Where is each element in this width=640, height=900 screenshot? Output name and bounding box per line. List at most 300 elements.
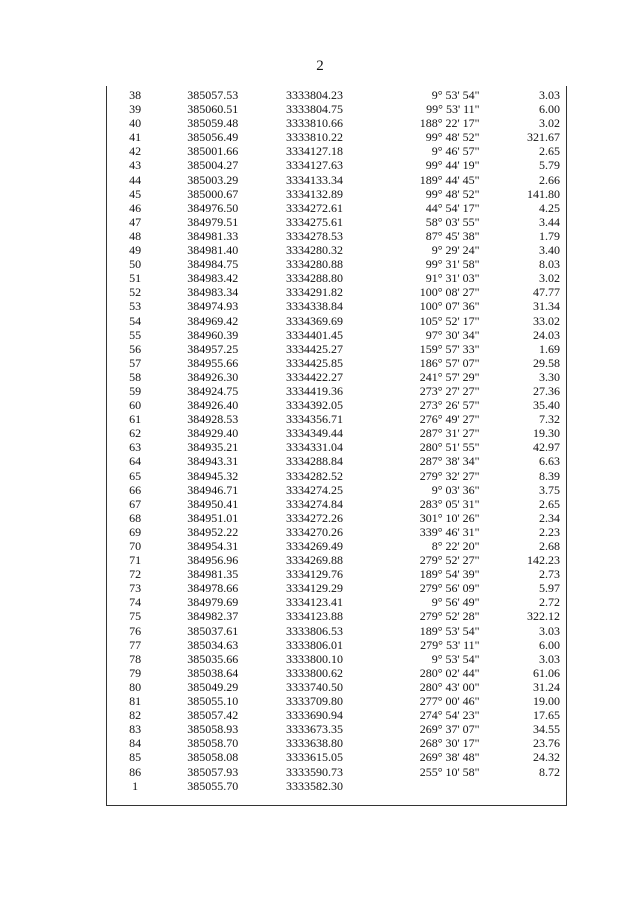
distance-cell: 27.36 xyxy=(533,383,560,398)
bearing-angle-cell: 280° 51' 55" xyxy=(419,440,480,455)
x-coordinate-cell: 385060.51 xyxy=(187,102,239,117)
x-coordinate-cell: 384928.53 xyxy=(187,412,239,427)
point-number-cell: 47 xyxy=(129,214,142,229)
table-row xyxy=(107,483,566,497)
table-row xyxy=(107,469,566,483)
x-coordinate-cell: 384926.30 xyxy=(187,369,239,384)
point-number-cell: 70 xyxy=(129,539,142,553)
bearing-angle-cell: 279° 52' 28" xyxy=(419,609,480,624)
table-row xyxy=(107,285,566,299)
table-row xyxy=(107,680,566,694)
distance-cell: 5.97 xyxy=(539,581,560,596)
bearing-angle-cell: 99° 44' 19" xyxy=(425,158,480,173)
point-number-cell: 72 xyxy=(129,567,142,582)
x-coordinate-cell: 384929.40 xyxy=(187,426,239,441)
x-coordinate-cell: 385034.63 xyxy=(187,637,239,652)
point-number-cell: 59 xyxy=(129,383,142,398)
y-coordinate-cell: 3334272.26 xyxy=(285,510,343,525)
x-coordinate-cell: 385059.48 xyxy=(187,116,239,131)
x-coordinate-cell: 384946.71 xyxy=(187,482,239,497)
bearing-angle-cell: 188° 22' 17" xyxy=(419,116,480,131)
bearing-angle-cell: 279° 52' 27" xyxy=(419,553,480,568)
table-row xyxy=(107,257,566,271)
point-number-cell: 43 xyxy=(129,158,142,173)
table-row xyxy=(107,567,566,581)
x-coordinate-cell: 385004.27 xyxy=(187,158,239,173)
x-coordinate-cell: 384960.39 xyxy=(187,327,239,342)
point-number-cell: 56 xyxy=(129,341,142,356)
y-coordinate-cell: 3333804.23 xyxy=(285,88,343,102)
bearing-angle-cell: 255° 10' 58" xyxy=(419,764,480,779)
bearing-angle-cell: 274° 54' 23" xyxy=(419,708,480,723)
x-coordinate-cell: 384983.42 xyxy=(187,271,239,286)
y-coordinate-cell: 3334275.61 xyxy=(285,214,343,229)
table-row xyxy=(107,525,566,539)
distance-cell xyxy=(484,779,566,793)
bearing-angle-cell: 9° 03' 36" xyxy=(431,482,480,497)
bearing-angle-cell: 9° 29' 24" xyxy=(431,243,480,258)
x-coordinate-cell: 385035.66 xyxy=(187,651,239,666)
point-number-cell: 64 xyxy=(129,454,142,469)
y-coordinate-cell: 3333800.62 xyxy=(285,665,343,680)
point-number-cell: 42 xyxy=(129,144,142,159)
page-number: 2 xyxy=(316,58,324,74)
distance-cell: 2.23 xyxy=(539,524,560,539)
x-coordinate-cell: 384981.35 xyxy=(187,567,239,582)
y-coordinate-cell: 3334288.84 xyxy=(285,454,343,469)
bearing-angle-cell: 9° 56' 49" xyxy=(431,595,480,610)
y-coordinate-cell: 3333800.10 xyxy=(285,651,343,666)
y-coordinate-cell: 3334338.84 xyxy=(285,299,343,314)
bearing-angle-cell: 100° 08' 27" xyxy=(419,285,480,300)
y-coordinate-cell: 3334278.53 xyxy=(285,228,343,243)
y-coordinate-cell: 3333638.80 xyxy=(285,736,343,751)
x-coordinate-cell: 385058.70 xyxy=(187,736,239,751)
bearing-angle-cell: 189° 54' 39" xyxy=(419,567,480,582)
bearing-angle-cell: 287° 38' 34" xyxy=(419,454,480,469)
distance-cell: 6.00 xyxy=(539,102,560,117)
x-coordinate-cell: 385003.29 xyxy=(187,172,239,187)
distance-cell: 7.32 xyxy=(539,412,560,427)
bearing-angle-cell: 91° 31' 03" xyxy=(425,271,480,286)
y-coordinate-cell: 3334129.76 xyxy=(285,567,343,582)
point-number-cell: 58 xyxy=(129,369,142,384)
point-number-cell: 82 xyxy=(129,708,142,723)
bearing-angle-cell: 276° 49' 27" xyxy=(419,412,480,427)
point-number-cell: 71 xyxy=(129,553,142,568)
y-coordinate-cell: 3334280.32 xyxy=(285,243,343,258)
distance-cell: 4.25 xyxy=(539,200,560,215)
coordinates-table-frame xyxy=(106,86,567,806)
bearing-angle-cell: 279° 56' 09" xyxy=(419,581,480,596)
x-coordinate-cell: 384951.01 xyxy=(187,510,239,525)
point-number-cell: 69 xyxy=(129,524,142,539)
y-coordinate-cell: 3333590.73 xyxy=(285,764,343,779)
x-coordinate-cell: 385001.66 xyxy=(187,144,239,159)
y-coordinate-cell: 3334123.88 xyxy=(285,609,343,624)
distance-cell: 3.30 xyxy=(539,369,560,384)
point-number-cell: 51 xyxy=(129,271,142,286)
bearing-angle-cell: 279° 53' 11" xyxy=(420,637,480,652)
table-row xyxy=(107,130,566,144)
table-row xyxy=(107,765,566,779)
point-number-cell: 53 xyxy=(129,299,142,314)
y-coordinate-cell: 3334291.82 xyxy=(285,285,343,300)
table-row xyxy=(107,609,566,623)
table-row xyxy=(107,595,566,609)
distance-cell: 6.00 xyxy=(539,637,560,652)
y-coordinate-cell: 3333740.50 xyxy=(285,679,343,694)
distance-cell: 24.03 xyxy=(533,327,560,342)
x-coordinate-cell: 385057.42 xyxy=(187,708,239,723)
y-coordinate-cell: 3334288.80 xyxy=(285,271,343,286)
x-coordinate-cell: 384983.34 xyxy=(187,285,239,300)
x-coordinate-cell: 384926.40 xyxy=(187,398,239,413)
table-row xyxy=(107,229,566,243)
table-row xyxy=(107,158,566,172)
point-number-cell: 60 xyxy=(129,398,142,413)
x-coordinate-cell: 385058.08 xyxy=(187,750,239,765)
y-coordinate-cell: 3334127.18 xyxy=(285,144,343,159)
y-coordinate-cell: 3333709.80 xyxy=(285,694,343,709)
distance-cell: 142.23 xyxy=(527,553,560,568)
x-coordinate-cell: 385056.49 xyxy=(187,130,239,145)
table-row xyxy=(107,271,566,285)
table-row xyxy=(107,215,566,229)
distance-cell: 19.00 xyxy=(533,694,560,709)
point-number-cell: 38 xyxy=(129,88,142,102)
distance-cell: 1.79 xyxy=(539,228,560,243)
distance-cell: 322.12 xyxy=(527,609,560,624)
table-row xyxy=(107,299,566,313)
table-row xyxy=(107,624,566,638)
point-number-cell: 83 xyxy=(129,722,142,737)
distance-cell: 2.65 xyxy=(539,144,560,159)
distance-cell: 47.77 xyxy=(533,285,560,300)
bearing-angle-cell: 280° 02' 44" xyxy=(419,665,480,680)
y-coordinate-cell: 3333615.05 xyxy=(285,750,343,765)
point-number-cell: 80 xyxy=(129,679,142,694)
x-coordinate-cell: 385057.53 xyxy=(187,88,239,102)
bearing-angle-cell: 277° 00' 46" xyxy=(419,694,480,709)
table-row xyxy=(107,736,566,750)
distance-cell: 3.03 xyxy=(539,623,560,638)
point-number-cell: 39 xyxy=(129,102,142,117)
point-number-cell: 61 xyxy=(129,412,142,427)
table-row xyxy=(107,553,566,567)
bearing-angle-cell: 9° 53' 54" xyxy=(431,651,480,666)
point-number-cell: 75 xyxy=(129,609,142,624)
distance-cell: 2.73 xyxy=(539,567,560,582)
y-coordinate-cell: 3334127.63 xyxy=(285,158,343,173)
table-row xyxy=(107,638,566,652)
bearing-angle-cell: 283° 05' 31" xyxy=(419,496,480,511)
y-coordinate-cell: 3334401.45 xyxy=(285,327,343,342)
distance-cell: 3.02 xyxy=(539,271,560,286)
distance-cell: 23.76 xyxy=(533,736,560,751)
point-number-cell: 48 xyxy=(129,228,142,243)
bearing-angle-cell: 105° 52' 17" xyxy=(419,313,480,328)
point-number-cell: 50 xyxy=(129,257,142,272)
x-coordinate-cell: 385038.64 xyxy=(187,665,239,680)
y-coordinate-cell: 3334269.88 xyxy=(285,553,343,568)
table-row xyxy=(107,694,566,708)
y-coordinate-cell: 3333806.01 xyxy=(285,637,343,652)
bearing-angle-cell: 44° 54' 17" xyxy=(425,200,480,215)
table-row xyxy=(107,779,566,793)
bearing-angle-cell: 269° 37' 07" xyxy=(419,722,480,737)
point-number-cell: 79 xyxy=(129,665,142,680)
distance-cell: 8.03 xyxy=(539,257,560,272)
x-coordinate-cell: 384978.66 xyxy=(187,581,239,596)
distance-cell: 3.02 xyxy=(539,116,560,131)
y-coordinate-cell: 3334392.05 xyxy=(285,398,343,413)
distance-cell: 3.40 xyxy=(539,243,560,258)
y-coordinate-cell: 3334274.25 xyxy=(285,482,343,497)
x-coordinate-cell: 384957.25 xyxy=(187,341,239,356)
table-row xyxy=(107,398,566,412)
table-row xyxy=(107,426,566,440)
y-coordinate-cell: 3334425.27 xyxy=(285,341,343,356)
table-row xyxy=(107,144,566,158)
point-number-cell: 81 xyxy=(129,694,142,709)
y-coordinate-cell: 3334425.85 xyxy=(285,355,343,370)
distance-cell: 29.58 xyxy=(533,355,560,370)
bearing-angle-cell: 189° 53' 54" xyxy=(419,623,480,638)
distance-cell: 35.40 xyxy=(533,398,560,413)
bearing-angle-cell: 97° 30' 34" xyxy=(425,327,480,342)
x-coordinate-cell: 384943.31 xyxy=(187,454,239,469)
y-coordinate-cell: 3334369.69 xyxy=(285,313,343,328)
bearing-angle-cell: 287° 31' 27" xyxy=(419,426,480,441)
bearing-angle-cell: 87° 45' 38" xyxy=(425,228,480,243)
distance-cell: 5.79 xyxy=(539,158,560,173)
distance-cell: 1.69 xyxy=(539,341,560,356)
distance-cell: 2.72 xyxy=(539,595,560,610)
point-number-cell: 63 xyxy=(129,440,142,455)
y-coordinate-cell: 3334274.84 xyxy=(285,496,343,511)
point-number-cell: 52 xyxy=(129,285,142,300)
x-coordinate-cell: 385055.10 xyxy=(187,694,239,709)
point-number-cell: 1 xyxy=(132,778,139,793)
distance-cell: 2.68 xyxy=(539,539,560,553)
table-row xyxy=(107,722,566,736)
bearing-angle-cell: 8° 22' 20" xyxy=(431,539,480,553)
y-coordinate-cell: 3333810.66 xyxy=(285,116,343,131)
table-row xyxy=(107,243,566,257)
bearing-angle-cell: 99° 31' 58" xyxy=(425,257,480,272)
bearing-angle-cell: 189° 44' 45" xyxy=(419,172,480,187)
y-coordinate-cell: 3333673.35 xyxy=(285,722,343,737)
bearing-angle-cell: 280° 43' 00" xyxy=(419,679,480,694)
bearing-angle-cell: 9° 53' 54" xyxy=(431,88,480,102)
x-coordinate-cell: 385058.93 xyxy=(187,722,239,737)
y-coordinate-cell: 3333806.53 xyxy=(285,623,343,638)
distance-cell: 2.65 xyxy=(539,496,560,511)
bearing-angle-cell: 273° 27' 27" xyxy=(419,383,480,398)
distance-cell: 6.63 xyxy=(539,454,560,469)
y-coordinate-cell: 3334356.71 xyxy=(285,412,343,427)
distance-cell: 8.39 xyxy=(539,468,560,483)
point-number-cell: 40 xyxy=(129,116,142,131)
table-row xyxy=(107,708,566,722)
point-number-cell: 54 xyxy=(129,313,142,328)
bearing-angle-cell: 99° 53' 11" xyxy=(426,102,480,117)
bearing-angle-cell: 273° 26' 57" xyxy=(419,398,480,413)
coordinates-table-body xyxy=(107,88,566,793)
x-coordinate-cell: 385037.61 xyxy=(187,623,239,638)
x-coordinate-cell: 385049.29 xyxy=(187,679,239,694)
x-coordinate-cell: 384954.31 xyxy=(187,539,239,553)
x-coordinate-cell: 384924.75 xyxy=(187,383,239,398)
y-coordinate-cell: 3334331.04 xyxy=(285,440,343,455)
x-coordinate-cell: 384979.69 xyxy=(187,595,239,610)
table-row xyxy=(107,750,566,764)
bearing-angle-cell: 100° 07' 36" xyxy=(419,299,480,314)
x-coordinate-cell: 384950.41 xyxy=(187,496,239,511)
table-row xyxy=(107,356,566,370)
point-number-cell: 41 xyxy=(129,130,142,145)
point-number-cell: 78 xyxy=(129,651,142,666)
distance-cell: 8.72 xyxy=(539,764,560,779)
table-row xyxy=(107,440,566,454)
y-coordinate-cell: 3333690.94 xyxy=(285,708,343,723)
distance-cell: 34.55 xyxy=(533,722,560,737)
bearing-angle-cell: 186° 57' 07" xyxy=(419,355,480,370)
x-coordinate-cell: 384976.50 xyxy=(187,200,239,215)
table-row xyxy=(107,412,566,426)
bearing-angle-cell: 268° 30' 17" xyxy=(419,736,480,751)
point-number-cell: 85 xyxy=(129,750,142,765)
y-coordinate-cell: 3334270.26 xyxy=(285,524,343,539)
y-coordinate-cell: 3333582.30 xyxy=(285,778,343,793)
y-coordinate-cell: 3334419.36 xyxy=(285,383,343,398)
distance-cell: 19.30 xyxy=(533,426,560,441)
x-coordinate-cell: 384982.37 xyxy=(187,609,239,624)
table-row xyxy=(107,88,566,102)
x-coordinate-cell: 384969.42 xyxy=(187,313,239,328)
table-row xyxy=(107,581,566,595)
point-number-cell: 57 xyxy=(129,355,142,370)
point-number-cell: 74 xyxy=(129,595,142,610)
x-coordinate-cell: 384984.75 xyxy=(187,257,239,272)
point-number-cell: 84 xyxy=(129,736,142,751)
bearing-angle-cell: 99° 48' 52" xyxy=(425,130,480,145)
point-number-cell: 46 xyxy=(129,200,142,215)
y-coordinate-cell: 3334272.61 xyxy=(285,200,343,215)
x-coordinate-cell: 384974.93 xyxy=(187,299,239,314)
bearing-angle-cell: 58° 03' 55" xyxy=(425,214,480,229)
y-coordinate-cell: 3334422.27 xyxy=(285,369,343,384)
x-coordinate-cell: 384955.66 xyxy=(187,355,239,370)
distance-cell: 24.32 xyxy=(533,750,560,765)
distance-cell: 33.02 xyxy=(533,313,560,328)
point-number-cell: 65 xyxy=(129,468,142,483)
y-coordinate-cell: 3334282.52 xyxy=(285,468,343,483)
distance-cell: 3.44 xyxy=(539,214,560,229)
table-row xyxy=(107,370,566,384)
y-coordinate-cell: 3334132.89 xyxy=(285,186,343,201)
point-number-cell: 45 xyxy=(129,186,142,201)
x-coordinate-cell: 384935.21 xyxy=(187,440,239,455)
distance-cell: 2.66 xyxy=(539,172,560,187)
table-row xyxy=(107,384,566,398)
bearing-angle-cell: 99° 48' 52" xyxy=(425,186,480,201)
x-coordinate-cell: 385000.67 xyxy=(187,186,239,201)
distance-cell: 141.80 xyxy=(527,186,560,201)
table-row xyxy=(107,539,566,553)
distance-cell: 31.24 xyxy=(533,679,560,694)
bearing-angle-cell: 159° 57' 33" xyxy=(419,341,480,356)
table-row xyxy=(107,173,566,187)
x-coordinate-cell: 384981.33 xyxy=(187,228,239,243)
x-coordinate-cell: 384952.22 xyxy=(187,524,239,539)
bearing-angle-cell: 269° 38' 48" xyxy=(419,750,480,765)
bearing-angle-cell: 279° 32' 27" xyxy=(419,468,480,483)
table-row xyxy=(107,116,566,130)
table-row xyxy=(107,652,566,666)
bearing-angle-cell: 9° 46' 57" xyxy=(431,144,480,159)
table-row xyxy=(107,342,566,356)
x-coordinate-cell: 384979.51 xyxy=(187,214,239,229)
point-number-cell: 66 xyxy=(129,482,142,497)
y-coordinate-cell: 3334133.34 xyxy=(285,172,343,187)
x-coordinate-cell: 384956.96 xyxy=(187,553,239,568)
distance-cell: 321.67 xyxy=(527,130,560,145)
point-number-cell: 55 xyxy=(129,327,142,342)
distance-cell: 42.97 xyxy=(533,440,560,455)
distance-cell: 31.34 xyxy=(533,299,560,314)
point-number-cell: 44 xyxy=(129,172,142,187)
distance-cell: 3.03 xyxy=(539,651,560,666)
table-row xyxy=(107,187,566,201)
point-number-cell: 49 xyxy=(129,243,142,258)
bearing-angle-cell: 241° 57' 29" xyxy=(419,369,480,384)
point-number-cell: 68 xyxy=(129,510,142,525)
distance-cell: 3.75 xyxy=(539,482,560,497)
y-coordinate-cell: 3334123.41 xyxy=(285,595,343,610)
table-row xyxy=(107,314,566,328)
bearing-angle-cell: 301° 10' 26" xyxy=(419,510,480,525)
point-number-cell: 67 xyxy=(129,496,142,511)
bearing-angle-cell xyxy=(383,779,484,793)
point-number-cell: 86 xyxy=(129,764,142,779)
table-row xyxy=(107,102,566,116)
table-row xyxy=(107,511,566,525)
point-number-cell: 77 xyxy=(129,637,142,652)
y-coordinate-cell: 3334280.88 xyxy=(285,257,343,272)
x-coordinate-cell: 385057.93 xyxy=(187,764,239,779)
y-coordinate-cell: 3333804.75 xyxy=(285,102,343,117)
distance-cell: 3.03 xyxy=(539,88,560,102)
point-number-cell: 73 xyxy=(129,581,142,596)
distance-cell: 17.65 xyxy=(533,708,560,723)
distance-cell: 61.06 xyxy=(533,665,560,680)
point-number-cell: 76 xyxy=(129,623,142,638)
y-coordinate-cell: 3334129.29 xyxy=(285,581,343,596)
x-coordinate-cell: 384945.32 xyxy=(187,468,239,483)
y-coordinate-cell: 3333810.22 xyxy=(285,130,343,145)
table-row xyxy=(107,328,566,342)
bearing-angle-cell: 339° 46' 31" xyxy=(419,524,480,539)
point-number-cell: 62 xyxy=(129,426,142,441)
table-row xyxy=(107,666,566,680)
distance-cell: 2.34 xyxy=(539,510,560,525)
table-row xyxy=(107,201,566,215)
table-row xyxy=(107,497,566,511)
table-row xyxy=(107,454,566,468)
x-coordinate-cell: 385055.70 xyxy=(187,778,239,793)
